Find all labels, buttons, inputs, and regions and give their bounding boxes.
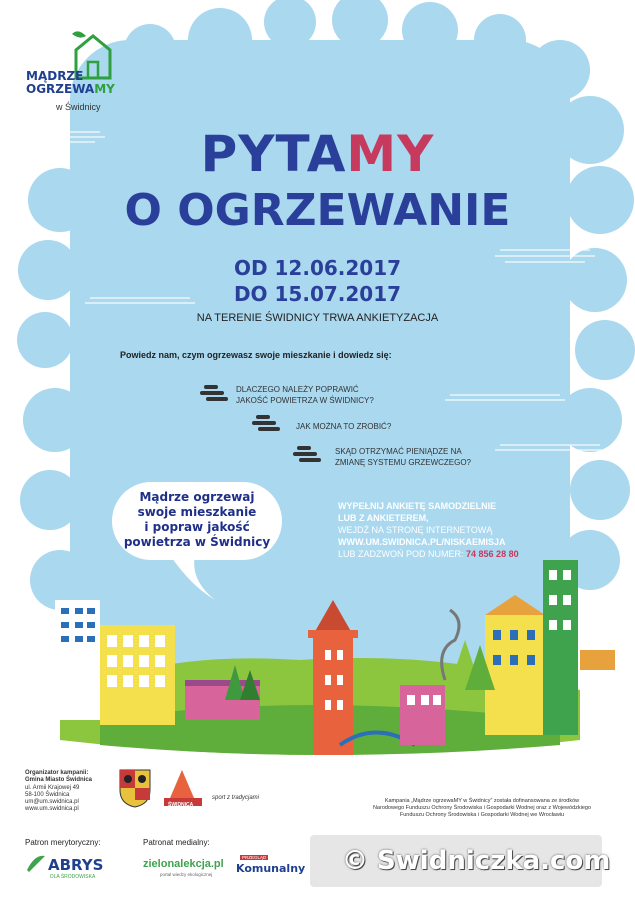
content-patron-label: Patron merytoryczny:	[25, 838, 101, 847]
abrys-logo-icon	[25, 852, 47, 874]
cta-line-3: WEJDŹ NA STRONĘ INTERNETOWĄ	[338, 525, 493, 535]
speech-bubble	[112, 482, 282, 560]
logo-line-2-main: OGRZEWA	[26, 82, 95, 96]
organizer-label: Organizator kampanii:	[25, 770, 89, 776]
cta-line-1: WYPEŁNIJ ANKIETĘ SAMODZIELNIE	[338, 501, 497, 511]
abrys-logo-text: ABRYS	[48, 856, 104, 874]
city-illustration	[55, 560, 615, 760]
headline-line-1	[0, 125, 635, 183]
cta-website-link[interactable]: WWW.UM.SWIDNICA.PL/NISKAEMISJA	[338, 537, 506, 547]
bubble-line-2: swoje mieszkanie	[137, 505, 257, 519]
survey-subtitle: NA TERENIE ŚWIDNICY TRWA ANKIETYZACJA	[196, 312, 439, 324]
cta-line-5	[338, 548, 598, 560]
abrys-logo-subtitle: DLA ŚRODOWISKA	[50, 874, 96, 880]
cta-phone-label: LUB ZADZWOŃ POD NUMER:	[338, 549, 464, 559]
smog-icon	[252, 415, 282, 435]
logo-subtitle: w Świdnicy	[56, 102, 101, 112]
bubble-line-4: powietrza w Świdnicy	[123, 535, 271, 549]
date-from: OD 12.06.2017	[233, 256, 402, 280]
question-2: JAK MOŻNA TO ZROBIĆ?	[296, 422, 392, 431]
question-1-line-2: JAKOŚĆ POWIETRZA W ŚWIDNICY?	[236, 396, 374, 405]
question-1	[236, 384, 436, 406]
organizer-email[interactable]: um@um.swidnica.pl	[25, 799, 79, 805]
question-3-line-1: SKĄD OTRZYMAĆ PIENIĄDZE NA	[335, 447, 462, 456]
cta-line-2: LUB Z ANKIETEREM,	[338, 513, 429, 523]
city-logo-name: ŚWIDNICA	[168, 802, 194, 808]
headline-part-2: MY	[346, 125, 435, 183]
coat-of-arms-icon	[118, 768, 152, 808]
headline-line-2: O OGRZEWANIE	[124, 185, 511, 236]
zielonalekcja-logo-subtitle: portal wiedzy ekologicznej	[160, 872, 213, 877]
date-to: DO 15.07.2017	[233, 282, 402, 306]
question-1-line-1: DLACZEGO NALEŻY POPRAWIĆ	[236, 385, 359, 394]
logo-line-2-accent: MY	[94, 82, 115, 96]
komunalny-logo-text: Komunalny	[236, 862, 306, 875]
smog-icon	[200, 385, 230, 405]
logo-line-1: MĄDRZE	[26, 69, 84, 83]
bubble-line-1: Mądrze ogrzewaj	[139, 490, 255, 504]
headline-part-1: PYTA	[200, 125, 347, 183]
logo-wordmark	[26, 70, 115, 96]
city-logo-tagline: sport z tradycjami	[212, 795, 260, 801]
funding-note	[372, 798, 592, 819]
organizer-address-1: ul. Armii Krajowej 49	[25, 785, 80, 791]
zielonalekcja-logo-text: zielonalekcja.pl	[143, 858, 224, 870]
funding-note-line-2: Narodowego Funduszu Ochrony Środowiska i Gospodarki Wodnej oraz z Wojewódzkiego	[372, 805, 592, 811]
cta-phone-number[interactable]: 74 856 28 80	[466, 549, 519, 559]
organizer-address-2: 58-100 Świdnica	[25, 792, 70, 798]
question-3	[335, 446, 535, 468]
question-3-line-2: ZMIANĘ SYSTEMU GRZEWCZEGO?	[335, 458, 472, 467]
bubble-line-3: i popraw jakość	[144, 520, 250, 534]
media-patron-label: Patronat medialny:	[143, 838, 210, 847]
watermark-text: © Swidniczka.com	[342, 846, 611, 876]
call-to-action	[338, 500, 598, 560]
funding-note-line-3: Funduszu Ochrony Środowiska i Gospodarki Wodnej we Wrocławiu	[399, 812, 565, 818]
intro-text: Powiedz nam, czym ogrzewasz swoje mieszkanie i dowiedz się:	[120, 350, 392, 360]
smog-icon	[293, 446, 323, 466]
logo-line-2	[26, 83, 115, 96]
organizer-website[interactable]: www.um.swidnica.pl	[25, 806, 79, 812]
komunalny-logo-top: PRZEGLĄD	[242, 855, 267, 860]
funding-note-line-1: Kampania „Mądrze ogrzewaMY w Świdnicy” została dofinansowana ze środków	[384, 798, 580, 804]
organizer-name: Gmina Miasto Świdnica	[25, 777, 93, 783]
